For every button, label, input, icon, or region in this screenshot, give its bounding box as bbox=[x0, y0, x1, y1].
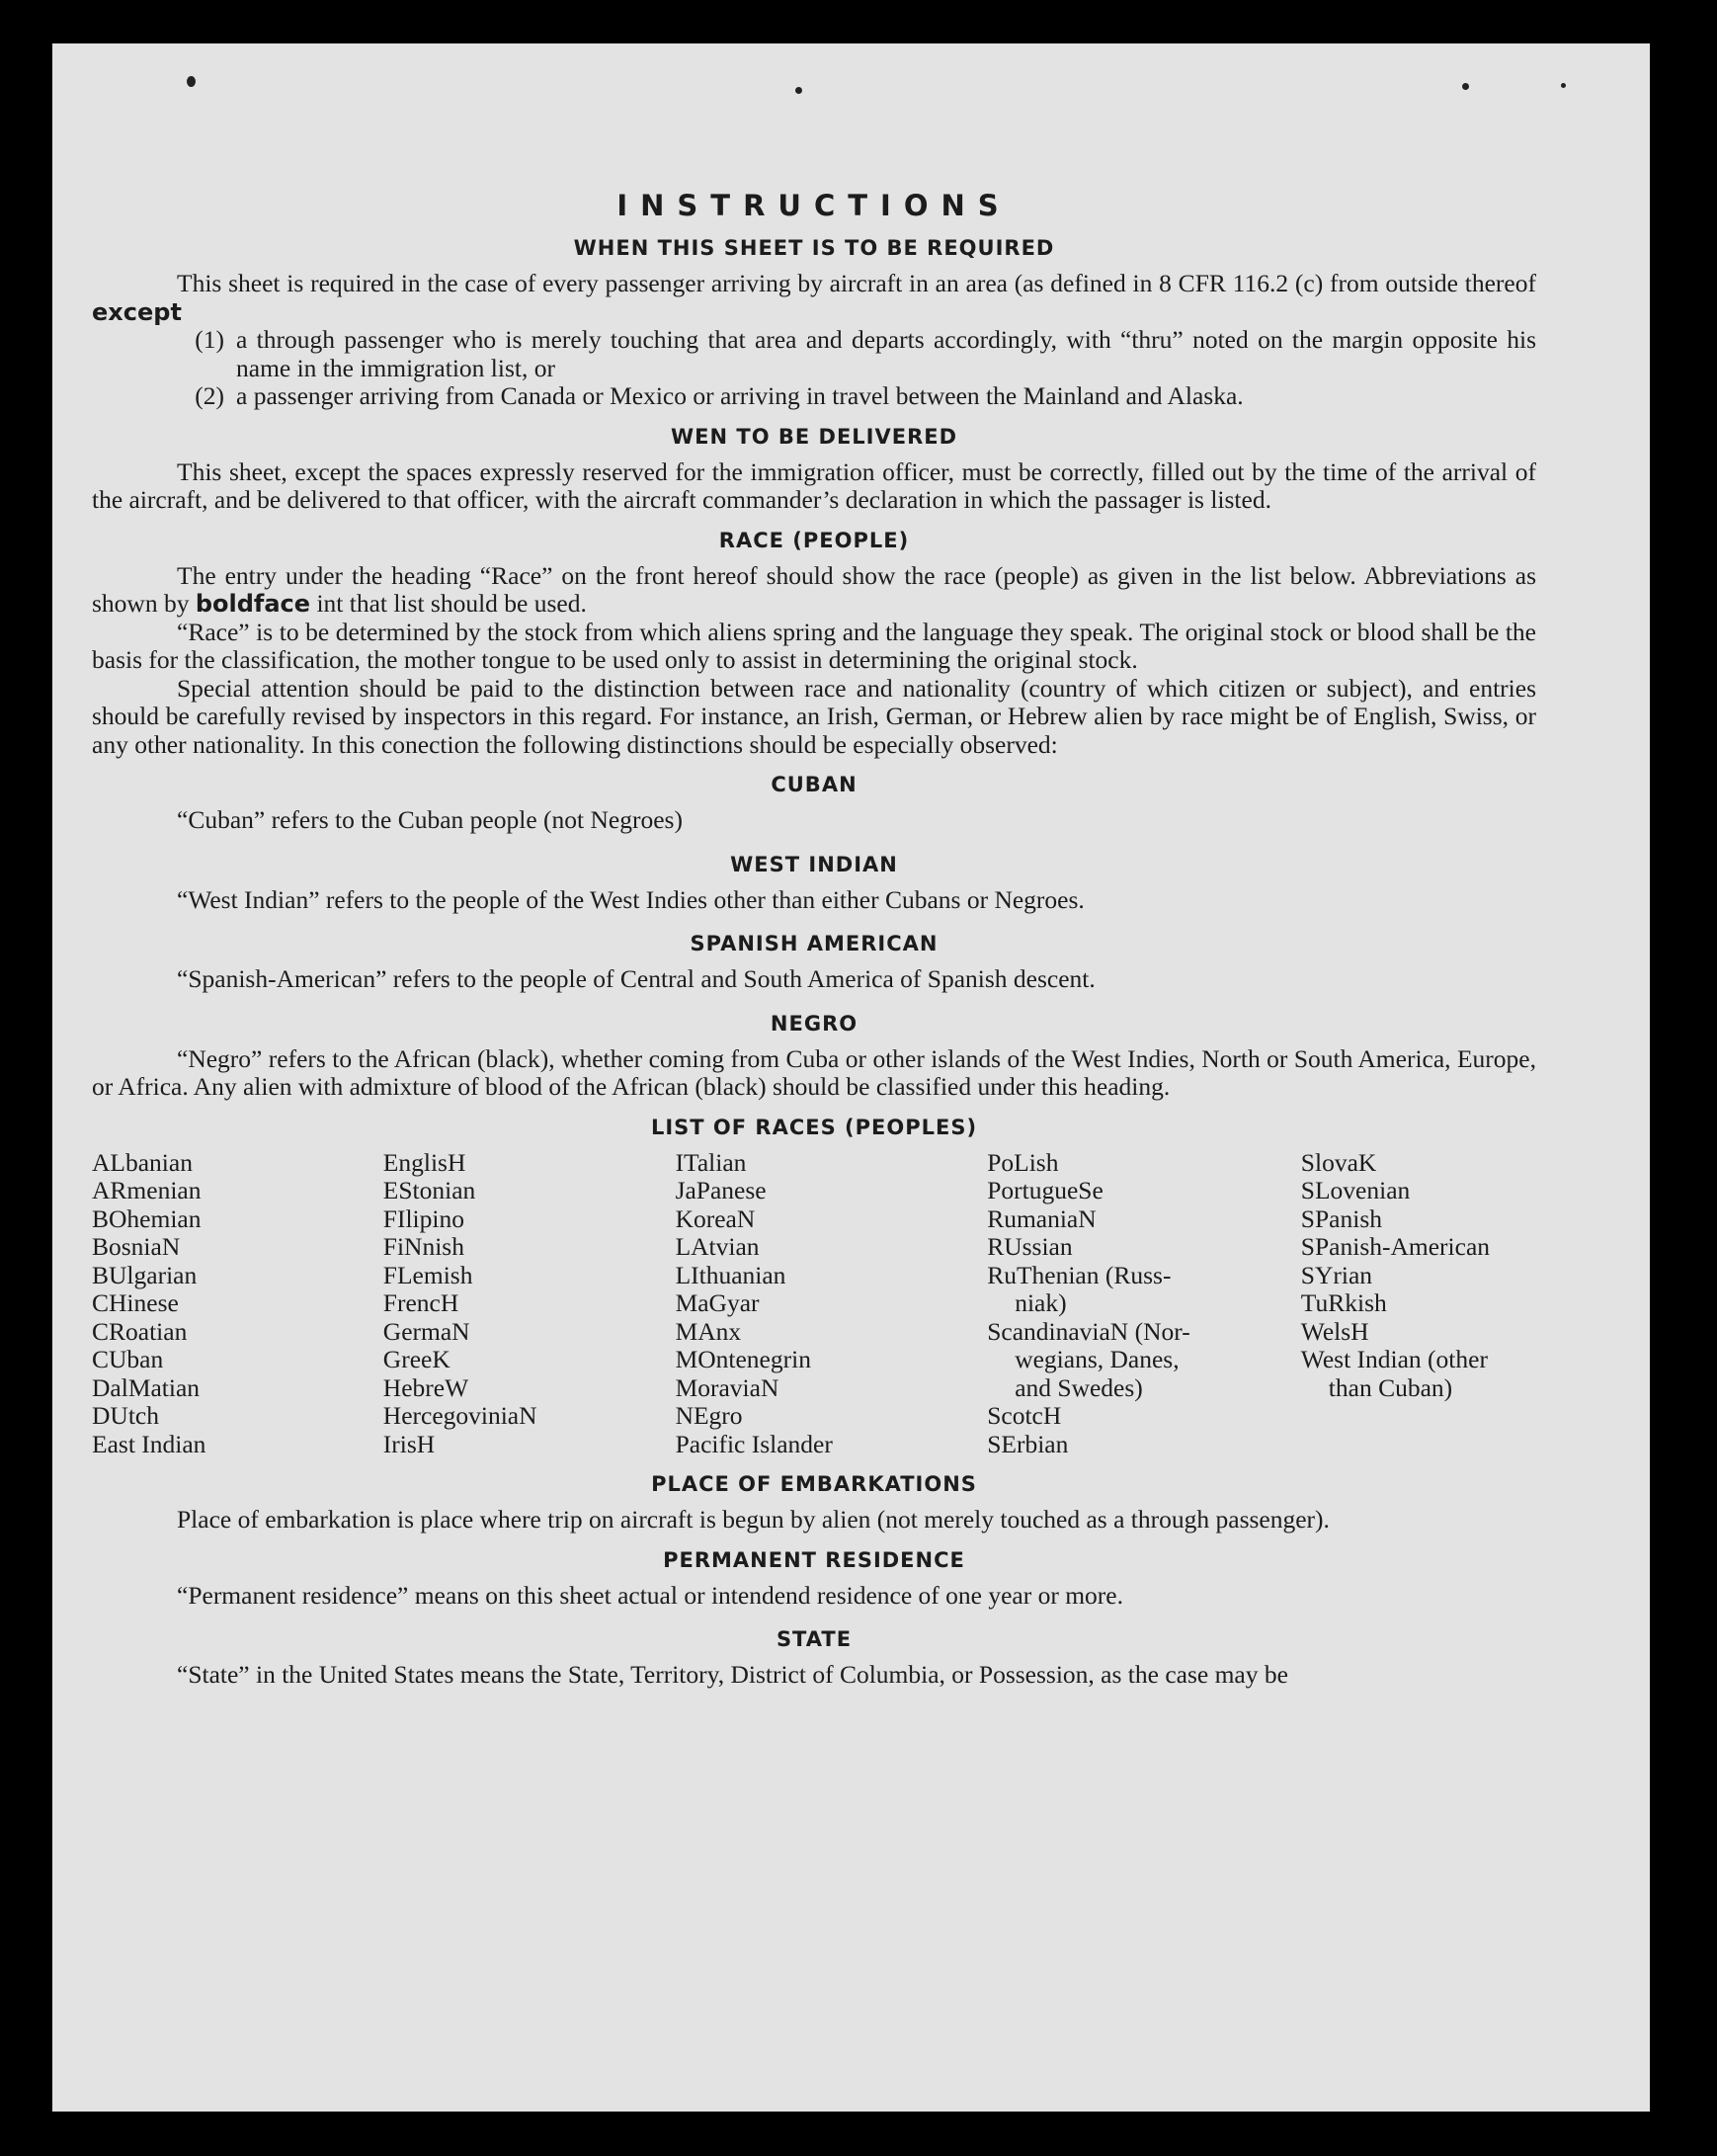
race-column bbox=[92, 1149, 383, 1459]
race-item: West Indian (other bbox=[1300, 1345, 1488, 1373]
paragraph: The entry under the heading “Race” on the front hereof should show the race (people) as given in the list below. Abbreviations as shown by boldface int that list should be used. bbox=[92, 560, 1536, 618]
section-heading: PLACE OF EMBARKATIONS bbox=[651, 1472, 977, 1496]
race-item: NEgro bbox=[675, 1401, 743, 1430]
race-item: ARmenian bbox=[92, 1176, 202, 1204]
race-column bbox=[676, 1149, 988, 1459]
race-item: CRoatian bbox=[92, 1316, 188, 1346]
race-item: MOntenegrin bbox=[675, 1345, 811, 1373]
race-item: IrisH bbox=[382, 1429, 436, 1458]
race-item: DUtch bbox=[92, 1401, 159, 1430]
race-item: RumaniaN bbox=[987, 1203, 1097, 1233]
race-item: ALbanian bbox=[92, 1147, 193, 1177]
list-item: (2) a passenger arriving from Canada or Mexico or arriving in travel between the Mainland and Alaska. bbox=[195, 381, 1244, 410]
race-item: FiNnish bbox=[382, 1232, 464, 1261]
race-item: MaGyar bbox=[675, 1288, 760, 1317]
race-list bbox=[92, 1149, 1536, 1459]
list-item: (1) a through passenger who is merely touching that area and departs accordingly, with “thru” noted on the margin opposite his name in the immigration list, or bbox=[195, 325, 1536, 382]
race-item: LAtvian bbox=[675, 1232, 760, 1261]
race-item: LIthuanian bbox=[675, 1260, 786, 1289]
race-item: TuRkish bbox=[1300, 1288, 1387, 1317]
race-item: wegians, Danes, bbox=[1015, 1345, 1180, 1373]
race-item: HercegoviniaN bbox=[382, 1401, 537, 1430]
section-heading: WEST INDIAN bbox=[730, 852, 898, 876]
section-heading: NEGRO bbox=[770, 1011, 858, 1036]
race-item: ITalian bbox=[675, 1147, 747, 1177]
race-item: BUlgarian bbox=[92, 1260, 198, 1289]
race-item: FLemish bbox=[382, 1260, 473, 1289]
race-item: WelsH bbox=[1300, 1316, 1369, 1346]
race-item: Pacific Islander bbox=[675, 1429, 833, 1458]
section-heading: WHEN THIS SHEET IS TO BE REQUIRED bbox=[573, 236, 1055, 260]
race-item: BosniaN bbox=[92, 1232, 181, 1261]
race-item: GreeK bbox=[382, 1345, 450, 1373]
race-item: FrencH bbox=[382, 1288, 459, 1317]
race-item: CHinese bbox=[92, 1288, 179, 1317]
race-item: HebreW bbox=[382, 1372, 469, 1402]
race-item: SLovenian bbox=[1300, 1176, 1411, 1204]
paragraph: This sheet, except the spaces expressly reserved for the immigration officer, must be correctly, filled out by the time of the arrival of the aircraft, and be delivered to that officer, with the aircraft commander’s declaration in which the passager is listed. bbox=[92, 456, 1536, 514]
punch-mark bbox=[1462, 83, 1469, 90]
race-item: FIlipino bbox=[382, 1203, 464, 1233]
race-item: ScandinaviaN (Nor- bbox=[987, 1316, 1190, 1346]
race-item: RuThenian (Russ- bbox=[987, 1260, 1172, 1289]
race-item: East Indian bbox=[92, 1429, 206, 1458]
section-heading: LIST OF RACES (PEOPLES) bbox=[650, 1115, 978, 1139]
section-heading: CUBAN bbox=[771, 773, 858, 796]
race-item: MoraviaN bbox=[675, 1372, 779, 1402]
document-body bbox=[92, 189, 1536, 1690]
section-heading: SPANISH AMERICAN bbox=[690, 932, 939, 955]
race-item: PortugueSe bbox=[987, 1176, 1104, 1204]
race-item: CUban bbox=[92, 1345, 164, 1373]
race-item: KoreaN bbox=[675, 1203, 756, 1233]
section-heading: PERMANENT RESIDENCE bbox=[663, 1547, 965, 1572]
race-item: MAnx bbox=[675, 1316, 742, 1346]
paragraph: “West Indian” refers to the people of the West Indies other than either Cubans or Negroes. bbox=[177, 884, 1085, 914]
race-item: DalMatian bbox=[92, 1372, 201, 1402]
paragraph: “State” in the United States means the State, Territory, District of Columbia, or Possession, as the case may be bbox=[177, 1660, 1288, 1689]
section-heading: WEN TO BE DELIVERED bbox=[670, 424, 958, 449]
race-item: SErbian bbox=[987, 1429, 1069, 1458]
race-item: RUssian bbox=[987, 1232, 1073, 1261]
paragraph: “Race” is to be determined by the stock from which aliens spring and the language they speak. The original stock or blood shall be the basis for the classification, the mother tongue to be used only to assist in determining the original stock. bbox=[92, 617, 1536, 674]
race-item: SlovaK bbox=[1300, 1147, 1377, 1177]
race-item: GermaN bbox=[382, 1316, 470, 1346]
race-item: EnglisH bbox=[382, 1147, 466, 1177]
race-column bbox=[987, 1149, 1301, 1459]
paragraph: “Cuban” refers to the Cuban people (not Negroes) bbox=[177, 805, 683, 834]
race-item: BOhemian bbox=[92, 1203, 202, 1233]
race-item: JaPanese bbox=[675, 1176, 767, 1204]
race-item: and Swedes) bbox=[1015, 1372, 1143, 1402]
race-item: SPanish-American bbox=[1300, 1232, 1491, 1261]
paragraph: “Negro” refers to the African (black), whether coming from Cuba or other islands of the West Indies, North or South America, Europe, or Africa. Any alien with admixture of blood of the African (black) should be classified under this heading. bbox=[92, 1043, 1536, 1101]
race-column bbox=[1301, 1149, 1536, 1459]
race-item: PoLish bbox=[987, 1147, 1059, 1177]
document-title: INSTRUCTIONS bbox=[616, 189, 1012, 222]
race-item: SPanish bbox=[1300, 1203, 1382, 1233]
race-item: SYrian bbox=[1300, 1260, 1373, 1289]
section-heading: STATE bbox=[776, 1627, 853, 1651]
paragraph: Special attention should be paid to the distinction between race and nationality (country of which citizen or subject), and entries should be carefully revised by inspectors in this regard. For instance, an Irish, German, or Hebrew alien by race might be of English, Swiss, or any other nationality. In this conection the following distinctions should be especially observed: bbox=[92, 673, 1536, 759]
race-item: ScotcH bbox=[987, 1401, 1062, 1430]
race-item: than Cuban) bbox=[1328, 1372, 1453, 1402]
punch-mark bbox=[795, 87, 802, 94]
paragraph: Place of embarkation is place where trip on aircraft is begun by alien (not merely touched as a through passenger). bbox=[177, 1505, 1330, 1534]
paragraph: “Permanent residence” means on this sheet actual or intendend residence of one year or more. bbox=[177, 1580, 1123, 1610]
race-item: niak) bbox=[1015, 1288, 1067, 1317]
paragraph: “Spanish-American” refers to the people of Central and South America of Spanish descent. bbox=[177, 964, 1096, 993]
punch-mark bbox=[1561, 83, 1566, 88]
section-heading: RACE (PEOPLE) bbox=[718, 528, 910, 552]
paragraph: This sheet is required in the case of every passenger arriving by aircraft in an area (as defined in 8 CFR 116.2 (c) from outside thereof except bbox=[92, 269, 1536, 326]
punch-mark bbox=[187, 76, 196, 87]
race-item: EStonian bbox=[382, 1176, 476, 1204]
race-column bbox=[383, 1149, 676, 1459]
document-sheet bbox=[52, 43, 1650, 2112]
